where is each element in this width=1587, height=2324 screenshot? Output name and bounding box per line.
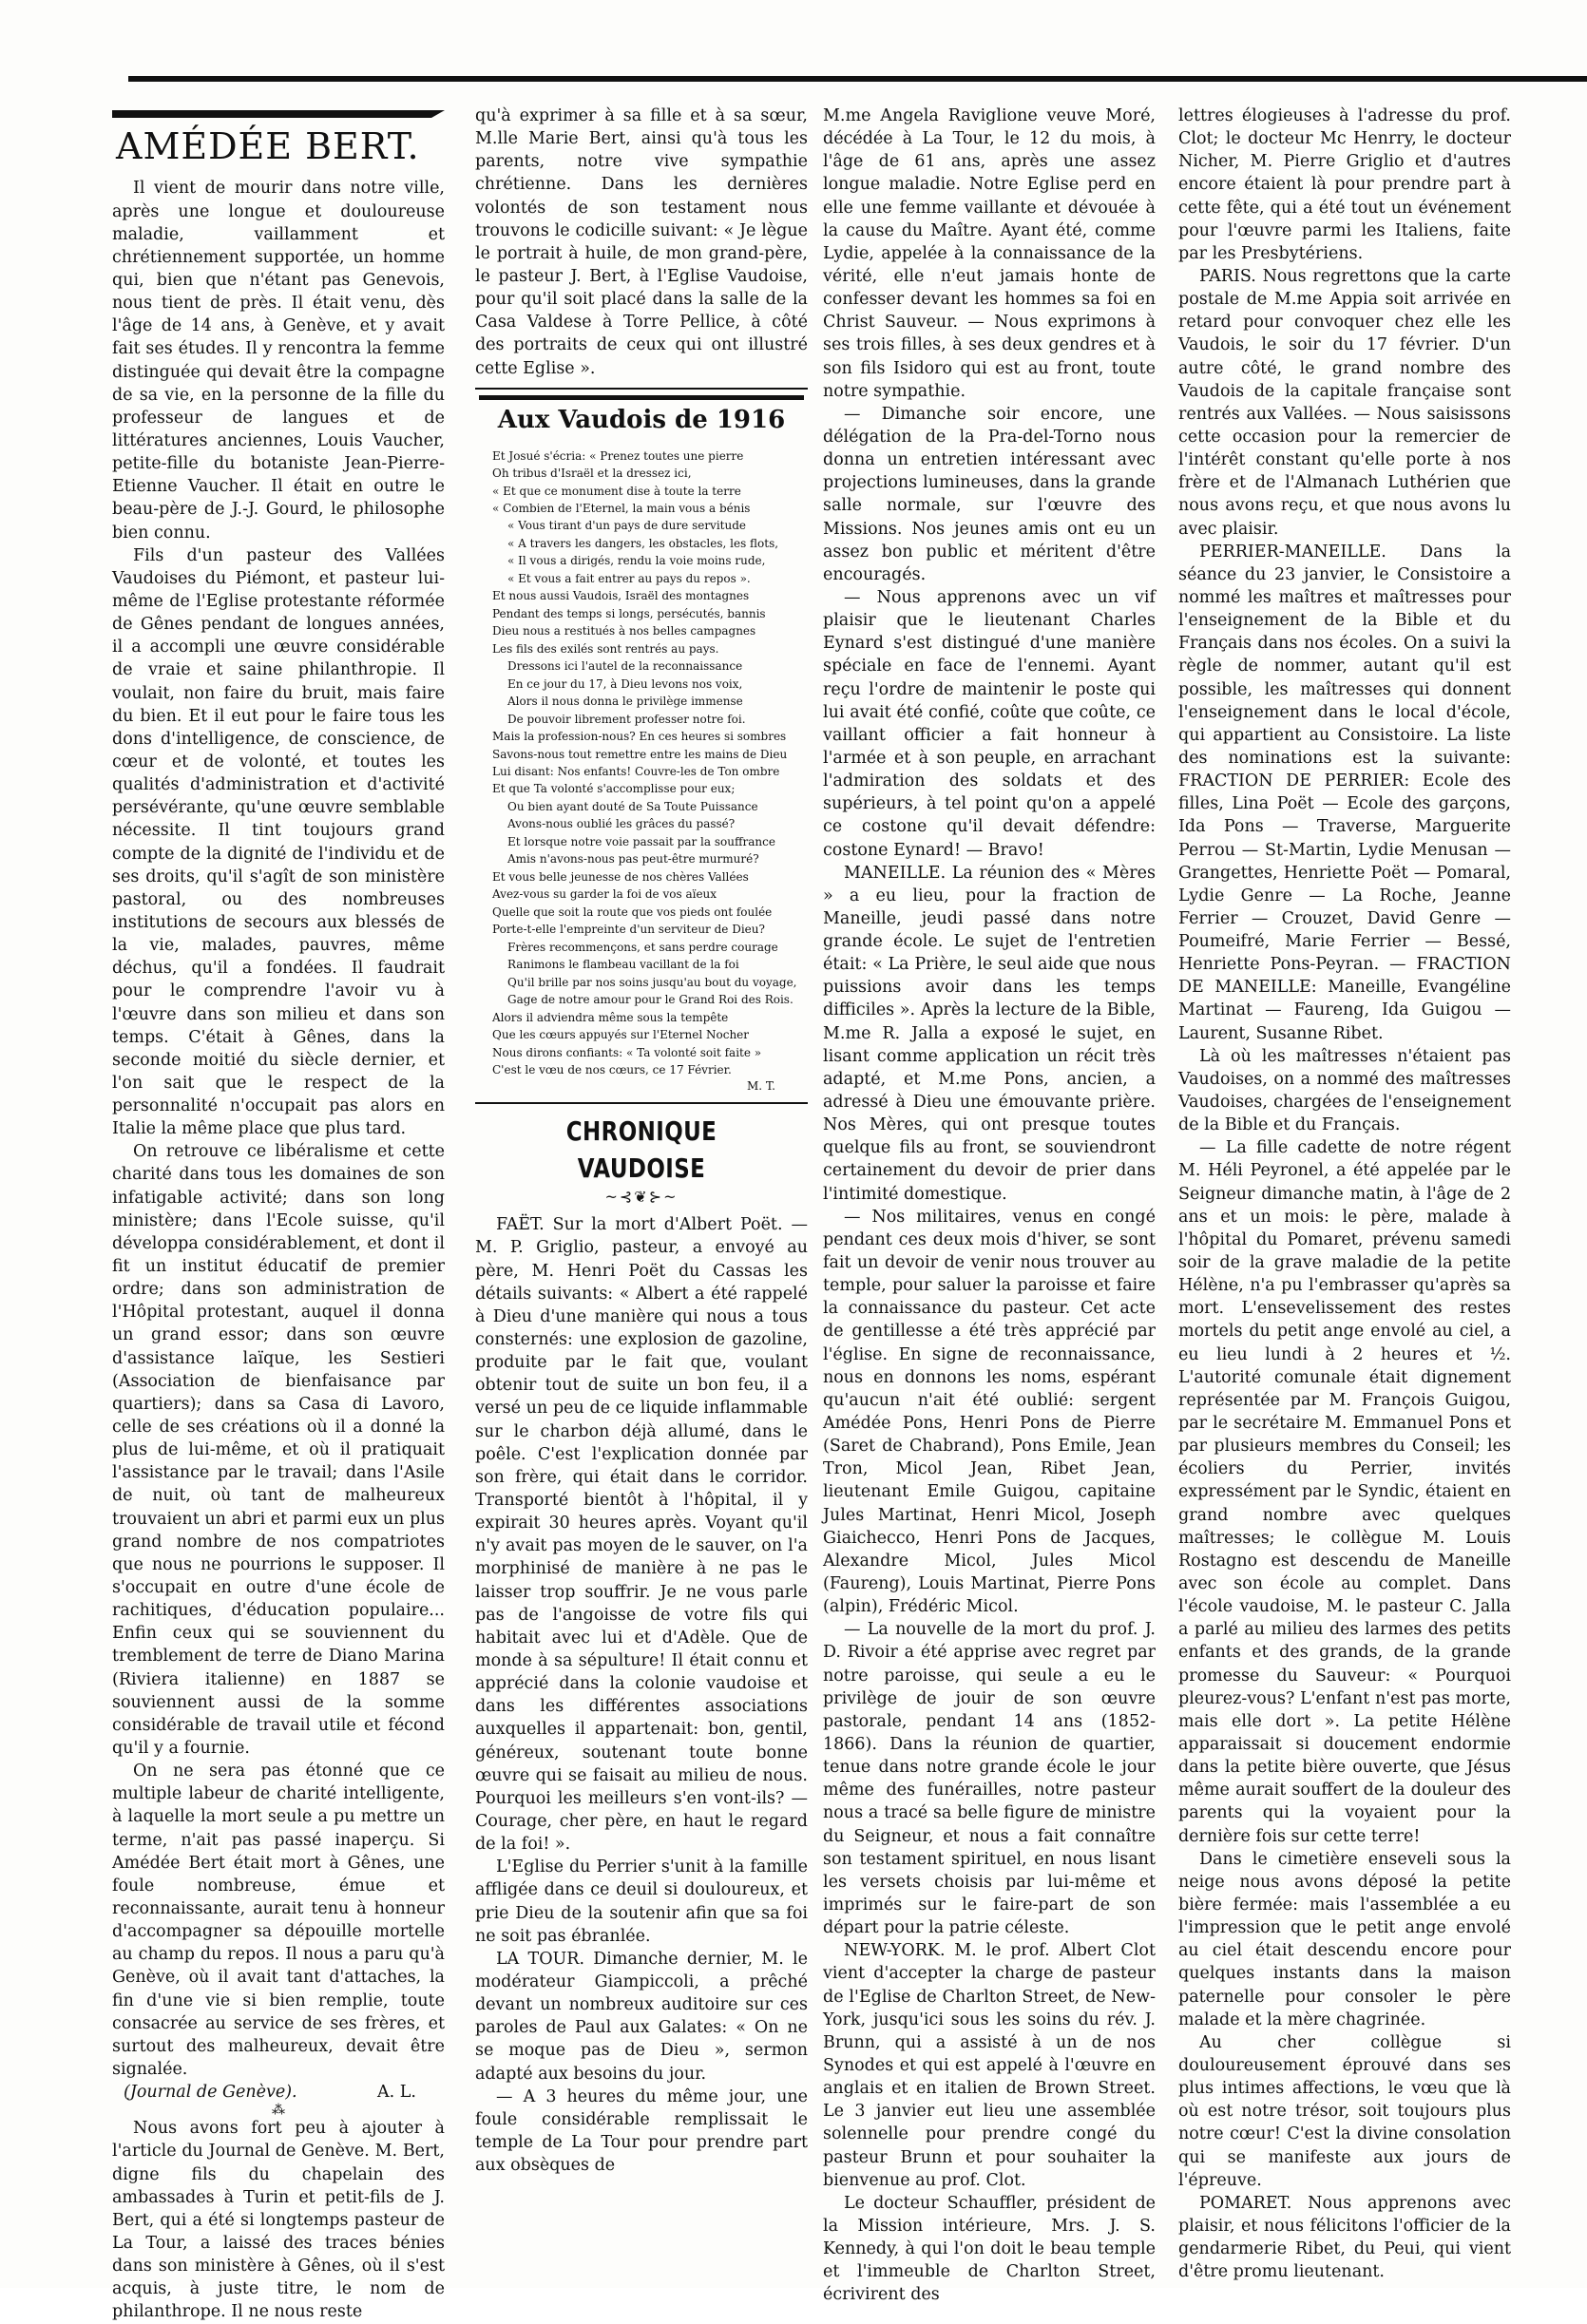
poem-box — [475, 388, 808, 1104]
poem-line: En ce jour du 17, à Dieu levons nos voix, — [507, 676, 743, 691]
article-initials: A. L. — [377, 2083, 416, 2103]
poem-line: Ranimons le flambeau vacillant de la foi — [507, 958, 739, 972]
poem-line: C'est le vœu de nos cœurs, ce 17 Février. — [492, 1062, 732, 1076]
chronique-paragraph: POMARET. Nous apprenons avec plaisir, et nous félicitons l'officier de la gendarmerie Ribet, du Peui, qui vient d'être promu lieutenant. — [1178, 2193, 1511, 2282]
poem-line: Savons-nous tout remettre entre les mains de Dieu — [492, 747, 788, 761]
article-source-line — [112, 2081, 445, 2104]
article-paragraph: On ne sera pas étonné que ce multiple labeur de charité intelligente, à laquelle la mort seule a pu mettre un terme, n'ait pas passé inaperçu. Si Amédée Bert était mort à Gênes, une foule nombreuse, émue et reconnaissante, aurait tenu à honneur d'accompagner sa dépouille mortelle au champ du repos. Il nous a paru qu'à Genève, où il avait tant d'attaches, la fin d'une vie si bien remplie, toute consacrée au service de ses frères, et surtout des malheureux, devait être signalée. — [112, 1762, 445, 2079]
chronique-paragraph: — Dimanche soir encore, une délégation de la Pra-del-Torno nous donna un entretien intéressant avec projections lumineuses, dans la grande salle normale, sur l'œuvre des Missions. Nos jeunes amis ont eu un assez bon public et méritent d'être encouragés. — [823, 404, 1156, 584]
poem-line: Pendant des temps si longs, persécutés, bannis — [492, 606, 766, 620]
poem-line: Gage de notre amour pour le Grand Roi des Rois. — [507, 993, 794, 1007]
poem-line: Et Josué s'écria: « Prenez toutes une pierre — [492, 448, 744, 463]
poem-line: Les fils des exilés sont rentrés au pays. — [492, 641, 719, 656]
poem-top-bar — [479, 395, 804, 400]
chronique-paragraph: — Nos militaires, venus en congé pendant ces deux mois d'hiver, se sont fait un devoir de venir nous trouver au temple, pour saluer la paroisse et faire la connaissance du pasteur. Cet acte de gentillesse a été très apprécié par l'église. En signe de reconnaissance, nous en donnons les noms, espérant qu'aucun n'ait été oublié: sergent Amédée Pons, Henri Pons de Pierre (Saret de Chabrand), Pons Emile, Jean Tron, Micol Jean, Ribet Jean, lieutenant Emile Guigou, capitaine Jules Martinat, Henri Micol, Joseph Giaichecco, Henri Pons de Jacques, Alexandre Micol, Jules Micol (Faureng), Louis Martinat, Pierre Pons (alpin), Frédéric Micol. — [823, 1207, 1156, 1617]
top-rule — [128, 76, 1587, 82]
column-1 — [112, 105, 445, 2322]
poem-line: Alors il nous donna le privilège immense — [507, 695, 743, 709]
column-3 — [823, 105, 1156, 2305]
poem-line: « Vous tirant d'un pays de dure servitude — [507, 519, 747, 533]
poem-title: Aux Vaudois de 1916 — [497, 405, 786, 434]
poem-line: De pouvoir librement professer notre foi. — [507, 712, 746, 726]
poem-line: Alors il adviendra même sous la tempête — [492, 1010, 729, 1024]
poem-line: Ou bien ayant douté de Sa Toute Puissance — [507, 799, 758, 813]
column-2 — [475, 105, 808, 2176]
poem-line: Lui disant: Nos enfants! Couvre-les de Ton ombre — [492, 765, 780, 778]
poem-line: « Il vous a dirigés, rendu la voie moins rude, — [507, 554, 766, 568]
poem-line: Frères recommençons, et sans perdre courage — [507, 940, 778, 954]
poem-line: Dieu nous a restitués à nos belles campagnes — [492, 624, 756, 638]
poem-line: Mais la profession-nous? En ces heures si sombres — [492, 730, 787, 744]
chronique-paragraph: NEW-YORK. M. le prof. Albert Clot vient d'accepter la charge de pasteur de l'Eglise de Charlton Street, de New-York, jusqu'ici sous les soins du rév. J. Brunn, qui a assisté à un de nos Synodes et qui est appelé à l'œuvre en anglais et en italien de Brown Street. Le 3 janvier eut lieu une assemblée solennelle pour prendre congé du pasteur Brunn et pour souhaiter la bienvenue au prof. Clot. — [823, 1941, 1156, 2190]
asterism-separator: ⁂ — [272, 2103, 285, 2119]
poem-line: Avons-nous oublié les grâces du passé? — [507, 817, 736, 831]
poem-line: Avez-vous su garder la foi de vos aïeux — [492, 887, 717, 902]
chronique-paragraph: — La nouvelle de la mort du prof. J. D. Rivoir a été apprise avec regret par notre paroisse, qui seule a eu le privilège de jouir de son œuvre pastorale, pendant 14 ans (1852-1866). Dans la réunion de quartier, tenue dans notre grande école le jour même des funérailles, notre pasteur nous a tracé sa belle figure de ministre du Seigneur, et nous a fait connaître son testament spirituel, en nous lisant les versets choisis par lui-même et imprimés sur le faire-part de son départ pour la patrie céleste. — [823, 1620, 1156, 1938]
chronique-paragraph: — A 3 heures du même jour, une foule considérable remplissait le temple de La Tour pour prendre part aux obsèques de — [475, 2086, 808, 2176]
chronique-paragraph: Dans le cimetière enseveli sous la neige nous avons déposé la petite bière fermée: mais l'assemblée a eu l'impression que le petit ange envolé au ciel était descendu encore pour quelques instants dans la maison paternelle pour consoler le père malade et la mère chagrinée. — [1178, 1849, 1511, 2029]
poem-line: « A travers les dangers, les obstacles, les flots, — [507, 536, 779, 550]
poem-lines — [479, 448, 804, 1079]
chronique-paragraph: PERRIER-MANEILLE. Dans la séance du 23 janvier, le Consistoire a nommé les maîtres et maîtresses pour l'enseignement de la Bible et du Français dans nos écoles. On a suivi la règle de nommer, autant qu'il est possible, les maîtresses qui donnent l'enseignement dans le local d'école, qui appartient au Consistoire. La liste des nominations est la suivante: FRACTION DE PERRIER: Ecole des filles, Lina Poët — Ecole des garçons, Ida Pons — Traverse, Marguerite Perrou — St-Martin, Lydie Menusan — Grangettes, Henriette Poët — Pomaral, Lydie Genre — La Roche, Jeanne Ferrier — Crouzet, David Genre — Poumeifré, Marie Ferrier — Bessé, Henriette Pons-Peyran. — FRACTION DE MANEILLE: Maneille, Evangéline Martinat — Faureng, Ida Guigou — Laurent, Susanne Ribet. — [1178, 542, 1511, 1043]
chronique-paragraph: Le docteur Schauffler, président de la Mission intérieure, Mrs. J. S. Kennedy, à qui l'on doit le beau temple et l'immeuble de Charlton Street, écrivirent des — [823, 2193, 1156, 2305]
poem-line: Et nous aussi Vaudois, Israël des montagnes — [492, 589, 750, 603]
article-source: (Journal de Genève). — [124, 2083, 297, 2103]
chronique-paragraph: FAËT. Sur la mort d'Albert Poët. — M. P. Griglio, pasteur, a envoyé au père, M. Henri Poët du Cassas les détails suivants: « Albert a été rappelé à Dieu d'une manière qui nous a tous consternés: une explosion de gazoline, produite par le fait que, voulant obtenir tout de suite un bon feu, il a versé un peu de ce liquide inflammable sur le charbon déjà allumé, dans le poêle. C'est l'explication donnée par son frère, qui était dans le corridor. Transporté bientôt à l'hôpital, il y expirait 30 heures après. Voyant qu'il n'y avait pas moyen de le sauver, on l'a morphinisé de manière à ne pas le laisser trop souffrir. Je ne vous parle pas de l'angoisse de votre fils qui habitait avec lui et d'Adèle. Que de monde à sa sépulture! Il était connu et apprécié dans la colonie vaudoise et dans les différentes associations auxquelles il appartenait: bon, gentil, généreux, soutenant toute bonne œuvre qui se faisait au milieu de nous. Pourquoi les meilleurs s'en vont-ils? — Courage, cher père, en haut le regard de la foi! ». — [475, 1215, 808, 1855]
column-4 — [1178, 105, 1511, 2282]
poem-line: Dressons ici l'autel de la reconnaissance — [507, 659, 743, 674]
poem-line: « Et vous a fait entrer au pays du repos ». — [507, 571, 751, 585]
poem-line: « Combien de l'Eternel, la main vous a bénis — [492, 501, 751, 515]
poem-line: Amis n'avons-nous pas peut-être murmuré? — [507, 852, 759, 867]
chronique-paragraph: Au cher collègue si douloureusement éprouvé dans ses plus intimes affections, le vœu que là où est notre trésor, soit toujours plus notre cœur! C'est la divine consolation qui se manifeste aux jours de l'épreuve. — [1178, 2032, 1511, 2190]
poem-line: Qu'il brille par nos soins jusqu'au bout du voyage, — [507, 975, 797, 989]
chronique-paragraph: — Nous apprenons avec un vif plaisir que le lieutenant Charles Eynard s'est distingué d'une manière spéciale en face de l'ennemi. Ayant reçu l'ordre de maintenir le poste qui lui avait été confié, coûte que coûte, ce vaillant officier a fait honneur à l'armée et à son peuple, en arrachant l'admiration des soldats et des supérieurs, à tel point qu'on a appelé ce costone qu'il devait défendre: costone Eynard! — Bravo! — [823, 587, 1156, 860]
poem-line: Et que Ta volonté s'accomplisse pour eux; — [492, 782, 736, 796]
article-title: AMÉDÉE BERT. — [116, 125, 420, 167]
chronique-paragraph: M.me Angela Raviglione veuve Moré, décédée à La Tour, le 12 du mois, à l'âge de 61 ans, après une assez longue maladie. Notre Eglise perd en elle une femme vaillante et dévouée à la cause du Maître. Ayant été, comme Lydie, appelée à la connaissance de la vérité, elle n'eut jamais honte de confesser devant les hommes sa foi en Christ Sauveur. — Nous exprimons à ses trois filles, à ses deux gendres et à son fils Isidoro qui est au front, toute notre sympathie. — [823, 106, 1156, 401]
section-ornament: ~⊰❦⊱~ — [604, 1188, 679, 1207]
section-title: CHRONIQUE VAUDOISE — [565, 1114, 717, 1184]
chronique-paragraph: L'Eglise du Perrier s'unit à la famille affligée dans ce deuil si douloureux, et prie Dieu de la soutenir afin que sa foi ne soit pas ébranlée. — [475, 1857, 808, 1946]
poem-line: Et vous belle jeunesse de nos chères Vallées — [492, 869, 749, 884]
poem-line: Porte-t-elle l'empreinte d'un serviteur de Dieu? — [492, 923, 765, 937]
poem-line: « Et que ce monument dise à toute la terre — [492, 484, 741, 498]
article-addendum-continued: qu'à exprimer à sa fille et à sa sœur, M.lle Marie Bert, ainsi qu'à tous les parents, notre vive sympathie chrétienne. Dans les dernières volontés de son testament nous trouvons le codicille suivant: « Je lègue le portrait à huile, de mon grand-père, le pasteur J. Bert, à l'Eglise Vaudoise, pour qu'il soit placé dans la salle de la Casa Valdese à Torre Pellice, à côté des portraits de ceux qui ont illustré cette Eglise ». — [475, 106, 808, 378]
headline-bar — [112, 110, 445, 118]
article-paragraph: Fils d'un pasteur des Vallées Vaudoises du Piémont, et pasteur lui-même de l'Eglise protestante réformée de Gênes pendant de longues années, il a accompli une œuvre considérable de vraie et saine philanthropie. Il voulait, non faire du bruit, mais faire du bien. Et il eut pour le faire tous les dons d'intelligence, de conscience, de cœur et de volonté, et toutes les qualités d'administration et d'activité persévérante, qu'une œuvre semblable nécessite. Il tint toujours grand compte de la dignité de l'individu et de ses droits, qu'il s'agît de son ministère pastoral, ou des nombreuses institutions de secours aux blessés de la vie, malades, pauvres, même déchus, qu'il a fondées. Il faudrait pour le comprendre l'avoir vu à l'œuvre dans son milieu et dans son temps. C'était à Gênes, dans la seconde moitié du siècle dernier, et l'on sait que le respect de la personnalité n'occupait pas alors en Italie la même place que plus tard. — [112, 545, 445, 1139]
article-paragraph: Il vient de mourir dans notre ville, après une longue et douloureuse maladie, vaillamment et chrétiennement supportée, un homme qui, bien que n'étant pas Genevois, nous tient de près. Il était venu, dès l'âge de 14 ans, à Genève, et y avait fait ses études. Il y rencontra la femme distinguée qui devait être la compagne de sa vie, en la personne de la fille du professeur de langues et de littératures anciennes, Louis Vaucher, petite-fille du botaniste Jean-Pierre-Etienne Vaucher. Il était en outre le beau-père de J.-J. Gourd, le philosophe bien connu. — [112, 179, 445, 543]
poem-signature: M. T. — [747, 1079, 775, 1094]
article-addendum: Nous avons fort peu à ajouter à l'article du Journal de Genève. M. Bert, digne fils du chapelain des ambassades à Turin et petit-fils de J. Bert, qui a été si longtemps pasteur de La Tour, a laissé des traces bénies dans son ministère à Gênes, où il s'est acquis, à juste titre, le nom de philanthrope. Il ne nous reste — [112, 2119, 445, 2322]
chronique-paragraph: lettres élogieuses à l'adresse du prof. Clot; le docteur Mc Henrry, le docteur Nicher, M. Pierre Griglio et d'autres encore étaient là pour prendre part à cette fête, qui a été tout un événement pour l'œuvre parmi les Italiens, faite par les Presbytériens. — [1178, 106, 1511, 263]
chronique-paragraph: LA TOUR. Dimanche dernier, M. le modérateur Giampiccoli, a prêché devant un nombreux auditoire sur ces paroles de Paul aux Galates: « On ne se moque pas de Dieu », sermon adapté aux besoins du jour. — [475, 1949, 808, 2084]
chronique-paragraph: Là où les maîtresses n'étaient pas Vaudoises, on a nommé des maîtresses Vaudoises, chargées de l'enseignement de la Bible et du Français. — [1178, 1046, 1511, 1135]
poem-line: Nous dirons confiants: « Ta volonté soit faite » — [492, 1045, 762, 1059]
poem-line: Oh tribus d'Israël et la dressez ici, — [492, 467, 692, 481]
poem-line: Que les cœurs appuyés sur l'Eternel Nocher — [492, 1028, 750, 1042]
poem-line: Quelle que soit la route que vos pieds ont foulée — [492, 905, 773, 919]
poem-line: Et lorsque notre voie passait par la souffrance — [507, 834, 775, 848]
chronique-paragraph: MANEILLE. La réunion des « Mères » a eu lieu, pour la fraction de Maneille, jeudi passé dans notre grande école. Le sujet de l'entretien était: « La Prière, le seul aide que nous puissions avoir dans les temps difficiles ». Après la lecture de la Bible, M.me R. Jalla a exposé le sujet, en lisant comme application un récit très adapté, et M.me Pons, ancien, a adressé à Dieu une émouvante prière. Nos Mères, qui ont presque toutes quelque fils au front, se souviendront certainement du devoir de prier dans l'intimité domestique. — [823, 863, 1156, 1204]
chronique-paragraph: PARIS. Nous regrettons que la carte postale de M.me Appia soit arrivée en retard pour convoquer chez elle les Vaudois, le soir du 17 février. D'un autre côté, le grand nombre des Vaudois de la capitale française sont rentrés aux Vallées. — Nous saisissons cette occasion pour la remercier de l'intérêt constant qu'elle porte à nos frère et de l'Almanach Luthérien que nous avons reçu, et que nous avons lu avec plaisir. — [1178, 266, 1511, 539]
chronique-paragraph: — La fille cadette de notre régent M. Héli Peyronel, a été appelée par le Seigneur dimanche matin, à l'âge de 2 ans et un mois: le père, malade à l'hôpital du Pomaret, prévenu samedi soir de la grave maladie de la petite Hélène, n'a pu l'embrasser qu'après sa mort. L'ensevelissement des restes mortels du petit ange envolé au ciel, a eu lieu lundi à 2 heures et ½. L'autorité comunale était dignement représentée par M. François Guigou, par le secrétaire M. Emmanuel Pons et par plusieurs membres du Conseil; les écoliers du Perrier, invités expressément par le Syndic, étaient en grand nombre avec quelques maîtresses; le collègue M. Louis Rostagno est descendu de Maneille avec son école au complet. Dans l'école vaudoise, M. le pasteur C. Jalla a parlé au milieu des larmes des petits enfants et des grands, de la grande promesse du Sauveur: « Pourquoi pleurez-vous? L'enfant n'est pas morte, mais elle dort ». La petite Hélène apparaissait si doucement endormie dans la petite bière ouverte, que Jésus même aurait souffert de la douleur des parents qui la voyaient pour la dernière fois sur cette terre! — [1178, 1138, 1511, 1846]
article-paragraph: On retrouve ce libéralisme et cette charité dans tous les domaines de son infatigable activité; dans son long ministère; dans l'Ecole suisse, qu'il développa considérablement, et dont il fit un institut éducatif de premier ordre; dans son administration de l'Hôpital protestant, auquel il donna un grand essor; dans son œuvre d'assistance laïque, les Sestieri (Association de bienfaisance par quartiers); dans sa Casa di Lavoro, celle de ses créations où il a donné la plus de lui-même, et où il pratiquait l'assistance par le travail; dans l'Asile de nuit, où tant de malheureux trouvaient un abri et parmi eux un plus grand nombre de nos compatriotes que nous ne pourrions le supposer. Il s'occupait en outre d'une école de rachitiques, d'éducation populaire... Enfin ceux qui se souviennent du tremblement de terre de Diano Marina (Riviera italienne) en 1887 se souviennent aussi de la somme considérable de travail utile et fécond qu'il y a fournie. — [112, 1142, 445, 1758]
